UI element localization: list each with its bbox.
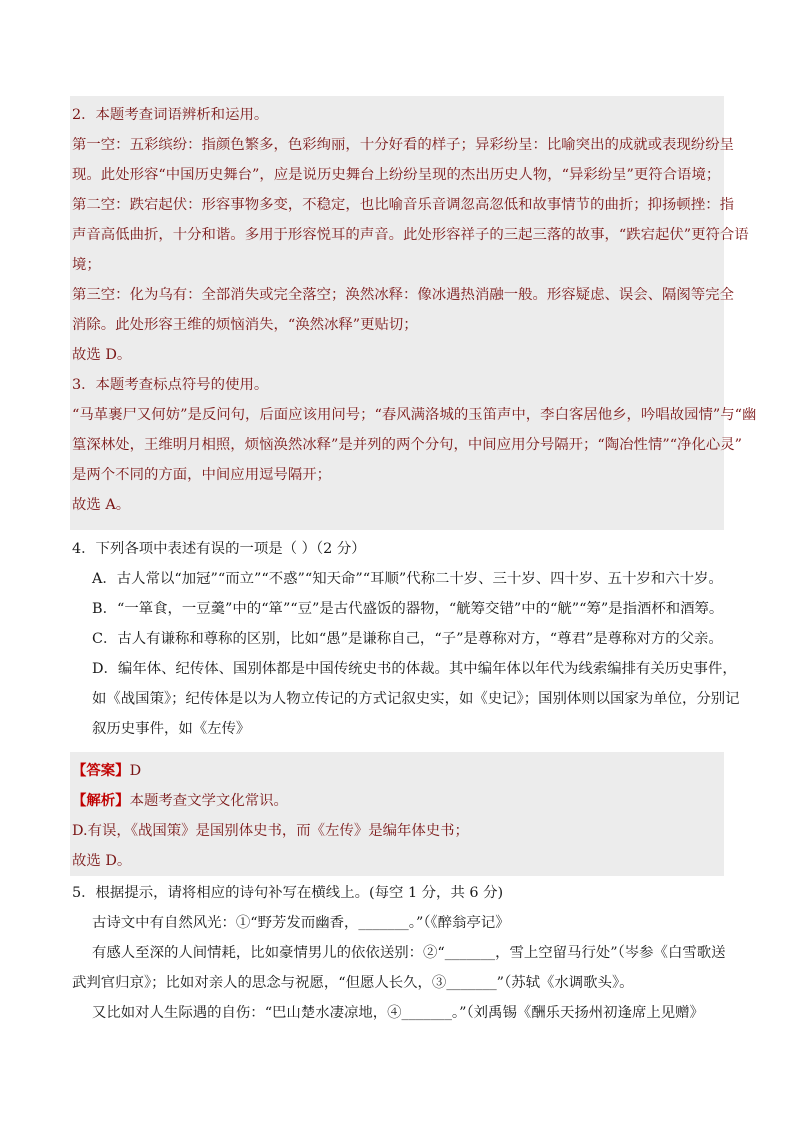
explanation-line: 第三空：化为乌有：全部消失或完全落空；涣然冰释：像冰遇热消融一般。形容疑虑、误会、隔阂等完全 [72,287,734,303]
fill-blank-line: 有感人至深的人间情耗，比如豪情男儿的依依送别：②“_______，雪上空留马行处”（岑参《白雪歌送 [92,945,726,961]
question-4 [72,534,740,744]
explanation-line: 故选 D。 [72,347,132,363]
explanation-line: 2．本题考查词语辨析和运用。 [72,107,269,123]
analysis-text: 本题考查文学文化常识。 [129,793,288,809]
analysis-detail: D.有误，《战国策》是国别体史书，而《左传》是编年体史书； [72,823,469,839]
explanation-block [70,96,757,530]
answer-tag: 【答案】 [72,762,130,779]
fill-blank-line: 又比如对人生际遇的自伤：“巴山楚水凄凉地，④_______。”（刘禹锡《酬乐天扬州初逢席上见赠》 [92,1005,704,1021]
explanation-line: 篁深林处，王维明月相照，烦恼涣然冰释”是并列的两个分句，中间应用分号隔开；“陶冶性情”“净化心灵” [72,437,742,453]
question-stem: 5．根据提示，请将相应的诗句补写在横线上。(每空 1 分，共 6 分) [72,885,504,901]
explanation-line: 第二空：跌宕起伏：形容事物多变，不稳定，也比喻音乐音调忽高忽低和故事情节的曲折；抑扬顿挫：指 [72,197,734,213]
option-d-continuation: 叙历史事件，如《左传》 [92,721,251,737]
option-d-continuation: 如《战国策》；纪传体是以为人物立传记的方式记叙史实，如《史记》；国别体则以国家为单位，分别记 [92,691,740,707]
answer-line [72,756,722,786]
question-stem: 4．下列各项中表述有误的一项是（ ）（2 分） [72,541,366,557]
answer-value: D [129,763,142,779]
explanation-line: 3．本题考查标点符号的使用。 [72,377,269,393]
analysis-line [72,786,722,816]
analysis-conclusion: 故选 D。 [72,853,132,869]
option-a: A．古人常以“加冠”“而立”“不惑”“知天命”“耳顺”代称二十岁、三十岁、四十岁、五十岁和六十岁。 [92,571,723,587]
explanation-line: 现。此处形容“中国历史舞台”，应是说历史舞台上纷纷呈现的杰出历史人物，“异彩纷呈”更符合语境； [72,167,721,183]
explanation-line: 境； [72,257,101,273]
explanation-line: 故选 A。 [72,497,131,513]
analysis-tag: 【解析】 [72,792,130,809]
option-d: D．编年体、纪传体、国别体都是中国传统史书的体裁。其中编年体以年代为线索编排有关历史事件， [92,661,737,677]
explanation-line: “马革裹尸又何妨”是反问句，后面应该用问号；“春风满洛城的玉笛声中，李白客居他乡，吟唱故园情”与“幽 [72,407,757,423]
option-c: C．古人有谦称和尊称的区别，比如“愚”是谦称自己，“子”是尊称对方，“尊君”是尊称对方的父亲。 [92,631,723,647]
answer-block [70,752,724,876]
explanation-line: 是两个不同的方面，中间应用逗号隔开； [72,467,332,483]
fill-blank-line: 古诗文中有自然风光：①“野芳发而幽香，_______。”（《醉翁亭记》 [92,915,510,931]
explanation-line: 第一空：五彩缤纷：指颜色繁多，色彩绚丽，十分好看的样子；异彩纷呈：比喻突出的成就或表现纷纷呈 [72,137,734,153]
fill-blank-line: 武判官归京》；比如对亲人的思念与祝愿，“但愿人长久，③_______”（苏轼《水调歌头》。 [72,975,634,991]
question-5 [72,878,724,1028]
explanation-line: 消除。此处形容王维的烦恼消失，“涣然冰释”更贴切； [72,317,418,333]
option-b: B．“一箪食，一豆羹”中的“箪”“豆”是古代盛饭的器物，“觥筹交错”中的“觥”“筹”是指酒杯和酒筹。 [92,601,724,617]
explanation-line: 声音高低曲折，十分和谐。多用于形容悦耳的声音。此处形容祥子的三起三落的故事，“跌宕起伏”更符合语 [72,227,749,243]
